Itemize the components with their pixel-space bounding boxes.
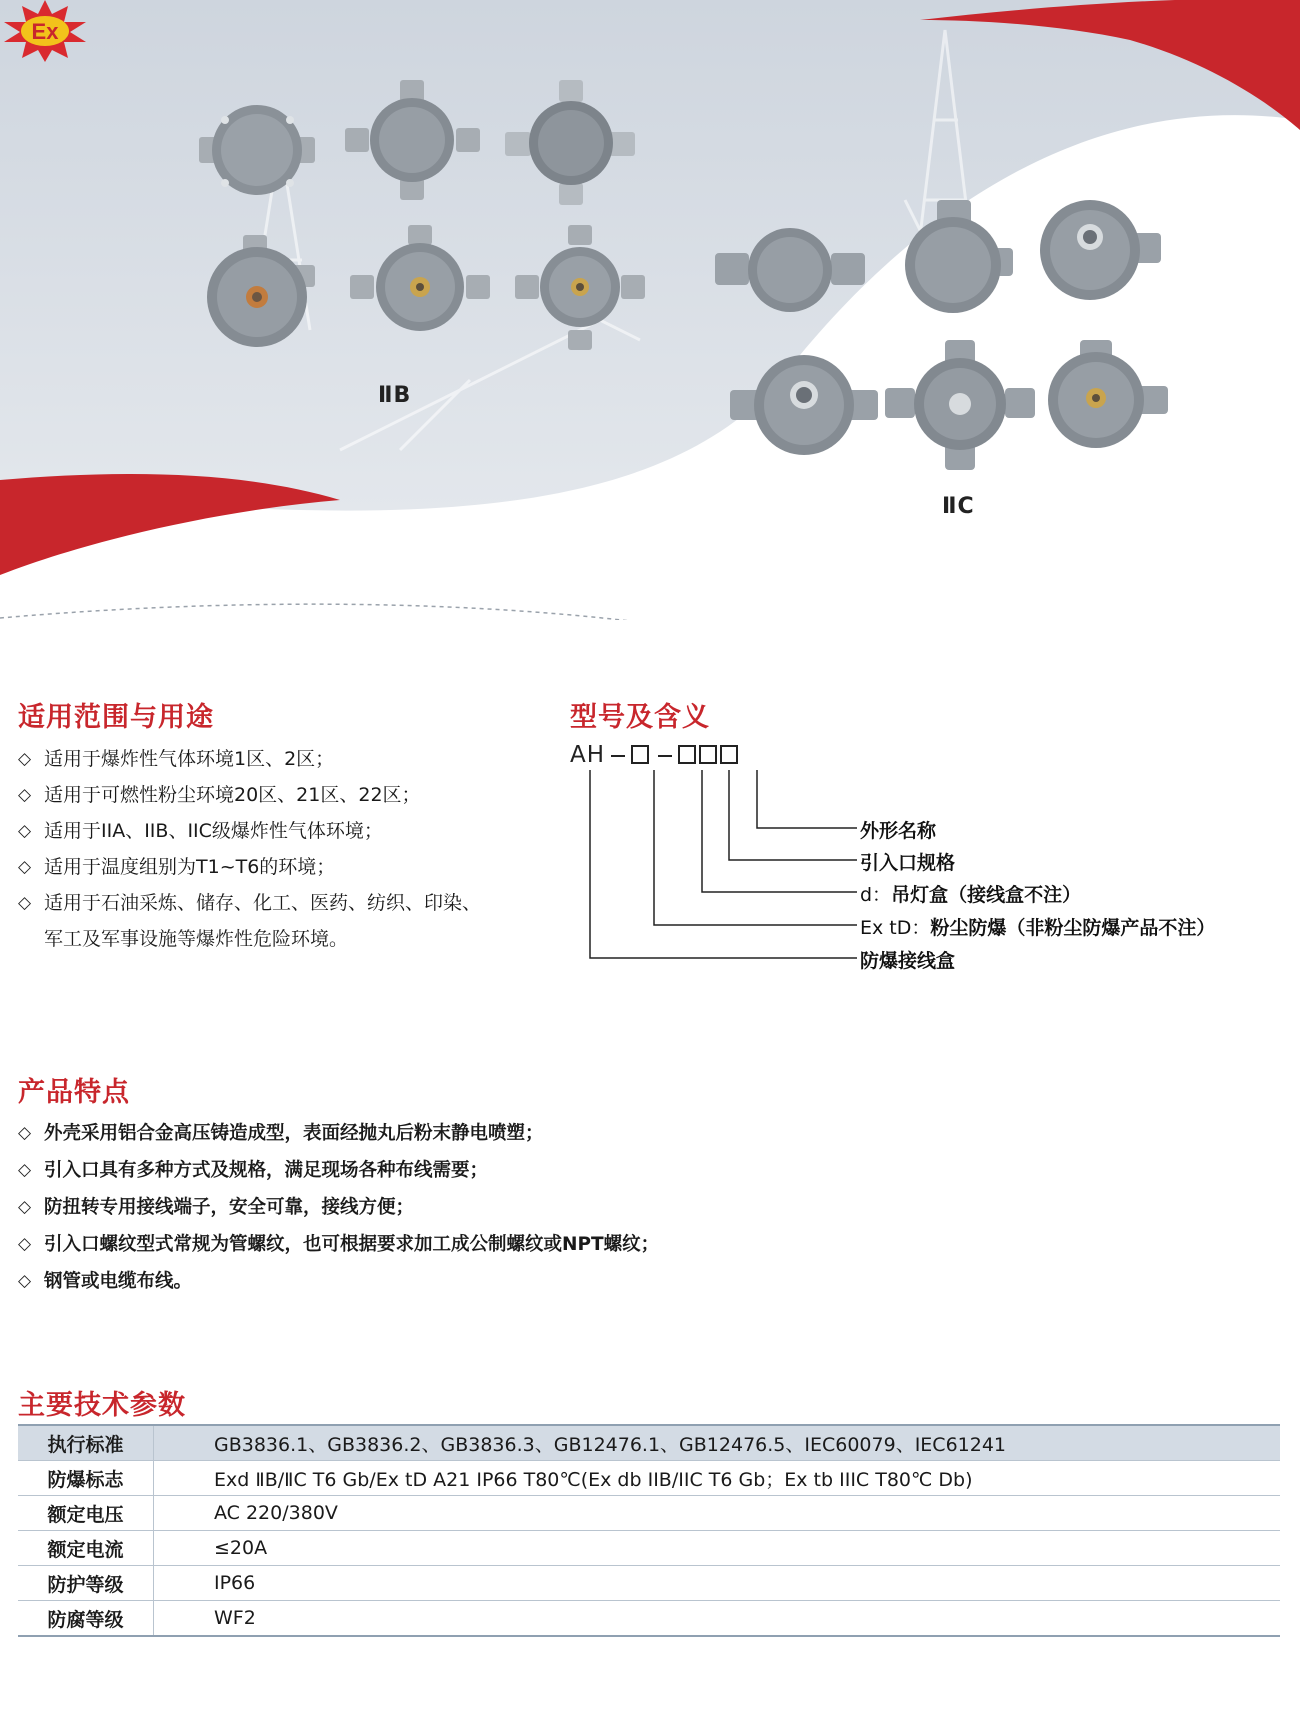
junction-box-c2	[895, 200, 1015, 320]
spec-value: WF2	[154, 1601, 1281, 1637]
list-item: ◇ 适用于IIA、IIB、IIC级爆炸性气体环境；	[18, 813, 481, 849]
diamond-bullet-icon: ◇	[18, 857, 32, 877]
spec-value: GB3836.1、GB3836.2、GB3836.3、GB12476.1、GB12476.5、IEC60079、IEC61241	[154, 1425, 1281, 1461]
list-item-continuation: 军工及军事设施等爆炸性危险环境。	[44, 928, 349, 950]
legend-item: 外形名称	[860, 820, 937, 842]
diamond-bullet-icon: ◇	[18, 785, 32, 805]
model-prefix: AH	[570, 742, 606, 768]
spec-key: 执行标准	[18, 1425, 154, 1461]
diamond-bullet-icon: ◇	[18, 821, 32, 841]
table-row	[18, 1601, 1280, 1637]
placeholder-box-icon	[678, 745, 696, 764]
ex-badge-label: Ex	[31, 19, 59, 44]
features-title: 产品特点	[18, 1077, 130, 1108]
junction-box-c4	[730, 350, 880, 460]
legend-item: d：吊灯盒（接线盒不注）	[860, 884, 1082, 906]
hero-banner	[0, 0, 1300, 620]
table-row	[18, 1531, 1280, 1566]
legend-item: 引入口规格	[860, 852, 956, 874]
spec-key: 额定电压	[18, 1496, 154, 1531]
group-c-label: ⅡC	[942, 494, 975, 519]
spec-key: 防腐等级	[18, 1601, 154, 1637]
spec-value: Exd ⅡB/ⅡC T6 Gb/Ex tD A21 IP66 T80℃(Ex db IIB/IIC T6 Gb；Ex tb IIIC T80℃ Db)	[154, 1461, 1281, 1496]
placeholder-box-icon	[631, 745, 649, 764]
diamond-bullet-icon: ◇	[18, 1197, 32, 1217]
junction-box-b3	[505, 80, 635, 205]
diamond-bullet-icon: ◇	[18, 1234, 32, 1254]
spec-value: IP66	[154, 1566, 1281, 1601]
list-item: ◇ 引入口螺纹型式常规为管螺纹，也可根据要求加工成公制螺纹或NPT螺纹；	[18, 1226, 659, 1263]
table-row	[18, 1566, 1280, 1601]
features-list	[18, 1115, 659, 1300]
junction-box-c3	[1035, 195, 1165, 305]
specs-table	[18, 1424, 1280, 1637]
diamond-bullet-icon: ◇	[18, 749, 32, 769]
scope-title: 适用范围与用途	[18, 702, 214, 733]
placeholder-box-icon	[720, 745, 738, 764]
table-row	[18, 1496, 1280, 1531]
diamond-bullet-icon: ◇	[18, 893, 32, 913]
list-item: ◇ 外壳采用铝合金高压铸造成型，表面经抛丸后粉末静电喷塑；	[18, 1115, 659, 1152]
list-item: ◇ 防扭转专用接线端子，安全可靠，接线方便；	[18, 1189, 659, 1226]
legend-item: Ex tD：粉尘防爆（非粉尘防爆产品不注）	[860, 917, 1216, 939]
diamond-bullet-icon: ◇	[18, 1123, 32, 1143]
dash-icon	[611, 755, 625, 757]
junction-box-b6	[515, 225, 645, 350]
model-code	[570, 742, 741, 768]
legend-item: 防爆接线盒	[860, 950, 956, 972]
junction-box-c5	[885, 340, 1035, 470]
model-title: 型号及含义	[570, 702, 710, 733]
group-b-label: ⅡB	[378, 383, 412, 408]
spec-value: AC 220/380V	[154, 1496, 1281, 1531]
spec-value: ≤20A	[154, 1531, 1281, 1566]
spec-key: 防护等级	[18, 1566, 154, 1601]
ex-badge-icon	[0, 0, 90, 62]
diamond-bullet-icon: ◇	[18, 1160, 32, 1180]
model-connector-lines	[560, 768, 860, 968]
list-item: ◇ 引入口具有多种方式及规格，满足现场各种布线需要；	[18, 1152, 659, 1189]
spec-key: 防爆标志	[18, 1461, 154, 1496]
junction-box-b1	[195, 95, 320, 205]
junction-box-c1	[715, 228, 865, 313]
spec-key: 额定电流	[18, 1531, 154, 1566]
list-item: ◇ 适用于爆炸性气体环境1区、2区；	[18, 741, 481, 777]
table-row	[18, 1461, 1280, 1496]
table-row	[18, 1425, 1280, 1461]
junction-box-c6	[1040, 340, 1170, 455]
specs-title: 主要技术参数	[18, 1390, 186, 1421]
list-item: ◇ 钢管或电缆布线。	[18, 1263, 659, 1300]
junction-box-b5	[350, 225, 490, 350]
diamond-bullet-icon: ◇	[18, 1271, 32, 1291]
list-item: ◇ 适用于可燃性粉尘环境20区、21区、22区；	[18, 777, 481, 813]
junction-box-b2	[345, 80, 480, 200]
list-item: ◇ 适用于石油采炼、储存、化工、医药、纺织、印染、 军工及军事设施等爆炸性危险环境。	[18, 885, 481, 957]
junction-box-b4	[195, 235, 325, 355]
placeholder-box-icon	[699, 745, 717, 764]
scope-list	[18, 741, 481, 957]
dash-icon	[658, 755, 672, 757]
list-item: ◇ 适用于温度组别为T1~T6的环境；	[18, 849, 481, 885]
